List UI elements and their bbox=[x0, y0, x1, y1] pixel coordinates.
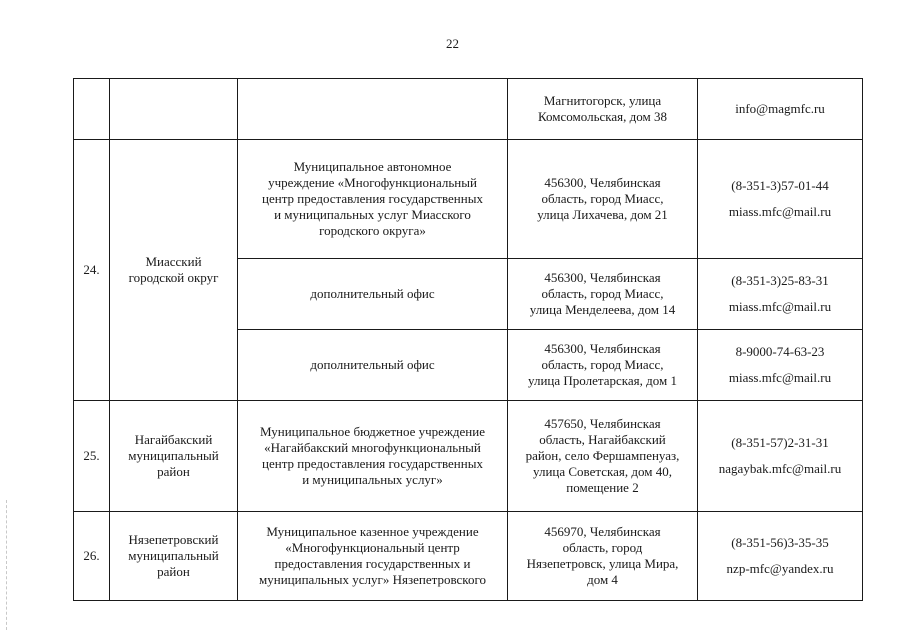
phone-text: 8-9000-74-63-23 bbox=[735, 344, 825, 359]
address-cell: 456970, Челябинская область, город Нязепетровск, улица Мира, дом 4 bbox=[508, 512, 698, 601]
row-number bbox=[74, 79, 110, 140]
organization-name bbox=[238, 79, 508, 140]
contact-cell bbox=[698, 140, 863, 259]
address-cell: 457650, Челябинская область, Нагайбакский район, село Фершампенуаз, улица Советская, дом 40, помещение 2 bbox=[508, 401, 698, 512]
phone-text: (8-351-56)3-35-35 bbox=[731, 535, 829, 550]
organization-name: Муниципальное автономное учреждение «Многофункциональный центр предоставления государственных и муниципальных услуг Миасского городского округа» bbox=[238, 140, 508, 259]
page-number: 22 bbox=[446, 36, 459, 51]
email-text: info@magmfc.ru bbox=[735, 101, 825, 116]
row-number: 26. bbox=[74, 512, 110, 601]
organization-name: дополнительный офис bbox=[238, 259, 508, 330]
email-text: miass.mfc@mail.ru bbox=[728, 370, 832, 385]
table-row-24-main bbox=[74, 140, 863, 259]
email-text: miass.mfc@mail.ru bbox=[728, 299, 832, 314]
contact-cell bbox=[698, 330, 863, 401]
email-text: miass.mfc@mail.ru bbox=[728, 204, 832, 219]
phone-text: (8-351-57)2-31-31 bbox=[731, 435, 829, 450]
mfc-registry-table bbox=[73, 78, 863, 601]
table-row-26 bbox=[74, 512, 863, 601]
municipality-name: Миасский городской округ bbox=[110, 140, 238, 401]
municipality-name bbox=[110, 79, 238, 140]
contact-cell bbox=[698, 259, 863, 330]
email-text: nagaybak.mfc@mail.ru bbox=[718, 461, 842, 476]
contact-cell bbox=[698, 512, 863, 601]
row-number: 25. bbox=[74, 401, 110, 512]
address-cell: 456300, Челябинская область, город Миасс, улица Менделеева, дом 14 bbox=[508, 259, 698, 330]
municipality-name: Нагайбакский муниципальный район bbox=[110, 401, 238, 512]
contact-cell bbox=[698, 401, 863, 512]
row-number: 24. bbox=[74, 140, 110, 401]
email-text: nzp-mfc@yandex.ru bbox=[726, 561, 834, 576]
margin-guide-line bbox=[6, 500, 7, 630]
phone-text: (8-351-3)25-83-31 bbox=[731, 273, 829, 288]
address-cell: 456300, Челябинская область, город Миасс, улица Лихачева, дом 21 bbox=[508, 140, 698, 259]
address-cell: 456300, Челябинская область, город Миасс, улица Пролетарская, дом 1 bbox=[508, 330, 698, 401]
phone-text: (8-351-3)57-01-44 bbox=[731, 178, 829, 193]
organization-name: Муниципальное казенное учреждение «Многофункциональный центр предоставления государственных и муниципальных услуг» Нязепетровского bbox=[238, 512, 508, 601]
table-row-continuation bbox=[74, 79, 863, 140]
address-cell: Магнитогорск, улица Комсомольская, дом 38 bbox=[508, 79, 698, 140]
organization-name: дополнительный офис bbox=[238, 330, 508, 401]
table-row-25 bbox=[74, 401, 863, 512]
organization-name: Муниципальное бюджетное учреждение «Нагайбакский многофункциональный центр предоставления государственных и муниципальных услуг» bbox=[238, 401, 508, 512]
municipality-name: Нязепетровский муниципальный район bbox=[110, 512, 238, 601]
contact-cell bbox=[698, 79, 863, 140]
